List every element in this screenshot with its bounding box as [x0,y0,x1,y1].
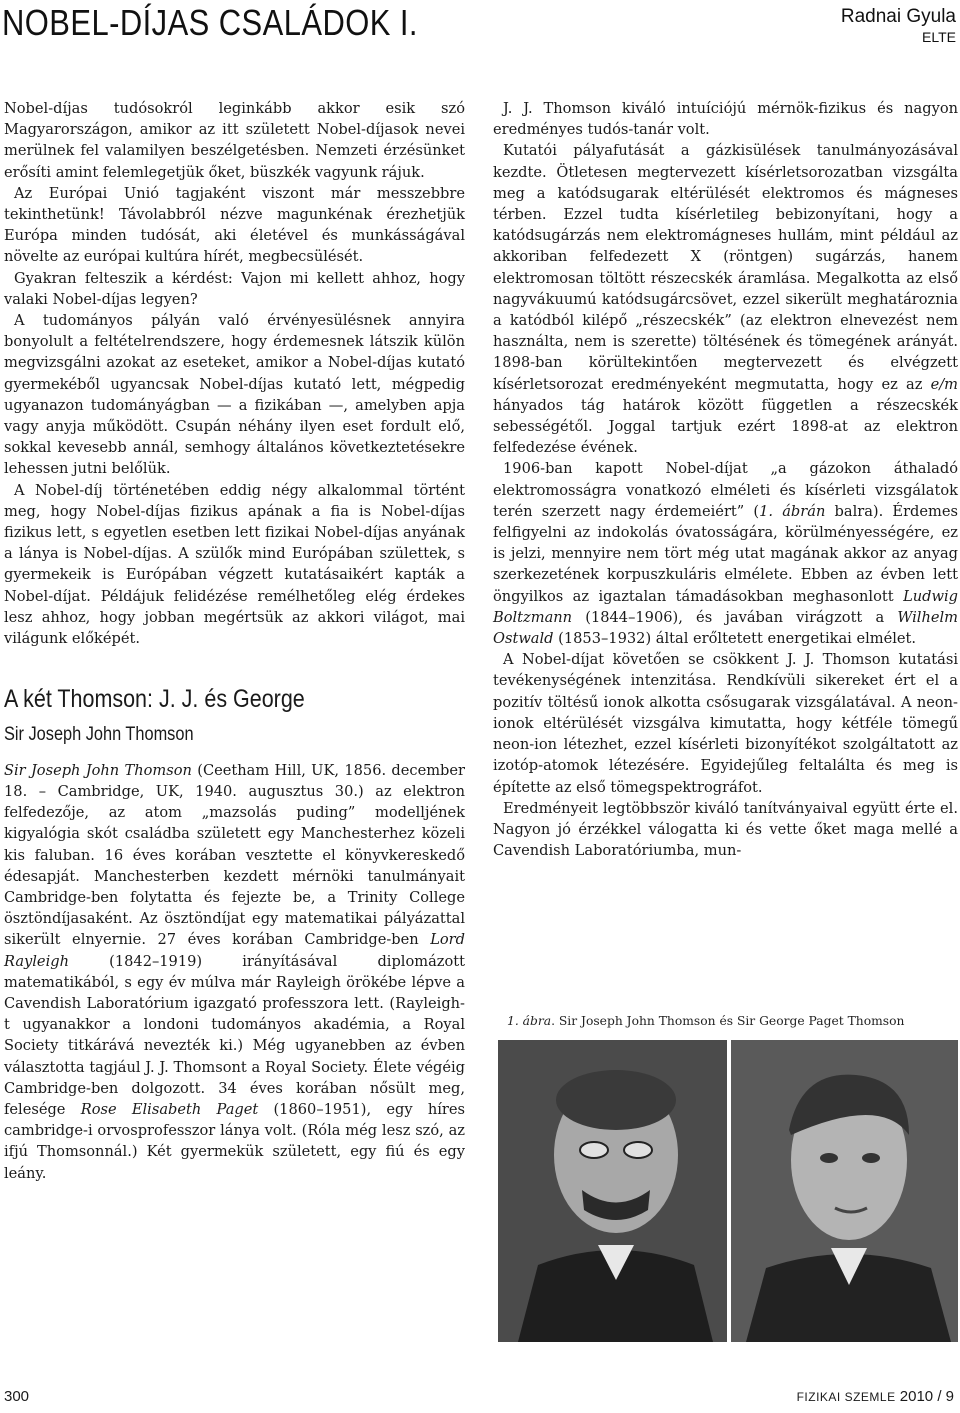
bio-text-2: (1842–1919) irányításával diplomázott matematikából, s egy év múlva már Rayleigh örökébe lépve a Cavendish Laboratórium igazgató professzora lett. (Rayleigh-t ugyanakkor a londoni tudományos akadémia, a Royal Society titkárává nevezték ki.) Még ugyanebben az évben választotta tagjául J. J. Thomsont a Royal Society. Élete végéig Cambridge-ben dolgozott. 34 éves korában nősült meg, felesége [4,952,465,1118]
right-p3-text-d: (1853–1932) által erőltetett energetikai elmélet. [553,630,917,648]
intro-paragraph-4: A tudományos pályán való érvényesülésnek annyira bonyolult a feltételrendszere, hogy érdemesnek látszik külön megvizsgálni azokat az eseteket, amikor a Nobel-díjas kutató gyermekéből ugyancsak Nobel-díjas kutató lett, mégpedig ugyanazon tudományágban — a fizikában —, amelyben apja vagy anyja működött. Csupán néhány ilyen eset fordult elő, sokkal kevesebb annál, semhogy általános következtetésekre lehessen jutni belőlük. [4,312,465,478]
intro-paragraph-5: A Nobel-díj történetében eddig négy alkalommal történt meg, hogy Nobel-díjas fizikus apának a fia is Nobel-díjas fizikus lett, s egyetlen esetben lett fizikai Nobel-díjas anyának a lánya is Nobel-díjas. A szülők mind Európában születtek, s gyermekeik is Európában végzett kutatásaikért kapták a Nobel-díjat. Példájuk felidézése remélhetőleg elég érdekes lesz ahhoz, hogy jobban megértsük az akkori világot, mai világunk előképét. [4,481,465,648]
portrait-george-thomson-drawing [731,1040,958,1342]
bio-text-3: (1860–1951), egy híres cambridge-i orvosprofesszor lánya volt. (Róla még lesz szó, az ifjú Thomsonnál.) Két gyermekük született, egy fiú és egy leány. [4,1100,465,1182]
e-over-m: e/m [930,375,958,393]
portrait-george-thomson [731,1040,958,1342]
intro-paragraph-3: Gyakran felteszik a kérdést: Vajon mi kellett ahhoz, hogy valaki Nobel-díjas legyen? [4,269,465,308]
right-p2-text-b: hányados tág határok között független a részecskék sebességétől. Joggal tartjuk ezért 1898-at az elektron felfedezése évének. [493,396,958,457]
portrait-jj-thomson [498,1040,727,1342]
right-column [493,98,958,861]
right-paragraph-3 [493,458,958,649]
page-title: NOBEL-DÍJAS CSALÁDOK I. [2,2,418,43]
right-p2-text-a: Kutatói pályafutását a gázkisülések tanulmányozásával kezdte. Ötletesen megtervezett kísérletsorozatban vizsgálta meg a katódsugarak eltérülését elektromos és mágneses térben. Ezzel tudta kísérletileg bebizonyítani, hogy a katódsugárzás nem elektromágneses hullám, mint például az akkoriban felfedezett X (röntgen) sugárzás, hanem elektromosan töltött részecskék áramlása. Megalkotta az első nagyvákuumú katódsugárcsövet, ezzel sikerült meghatároznia a katódból kilépő „részecskék” (az elektron elnevezést nem használta, nem is szerette) töltésének és tömegének arányát. 1898-ban körültekintően megtervezett és elvégzett kísérletsorozat eredményeként megmutatta, hogy ez az [493,142,958,393]
bio-paragraph [4,760,465,1184]
caption-label: 1. ábra [507,1014,552,1028]
intro-paragraph-2: Az Európai Unió tagjaként viszont már messzebbre tekinthetünk! Távolabbról nézve magunkénak érezhetjük Európa minden tudósát, aki életével és munkásságával növelte az európai kultúra hírét, megbecsülését. [4,184,465,266]
bio-wife: Rose Elisabeth Paget [80,1100,259,1118]
journal-footer [797,1388,954,1405]
right-p3-text-b: balra). Érdemes felfigyelni az indokolás óvatosságára, körülményességére, ez is jelzi, mennyire nem tört még utat magának akkor az anyag szerkezetének korpuszkuláris elmélete. Ebben az évben lett öngyilkos az igaztalan támadásokban meghasonlott [493,502,959,605]
right-paragraph-5: Eredményeit legtöbbször kiváló tanítványaival együtt érte el. Nagyon jó érzékkel válogatta ki és vette őket maga mellé a Cavendish Laboratóriumba, mun- [493,799,958,860]
subsection-title: Sir Joseph John Thomson [4,724,194,746]
author-name: Radnai Gyula [840,6,956,27]
caption-text: . Sir Joseph John Thomson és Sir George Paget Thomson [551,1014,905,1028]
right-p3-text-c: (1844–1906), és javában virágzott a [572,608,898,626]
figure-photos [498,1040,958,1342]
boltzmann-name: Ludwig Boltzmann [493,587,958,626]
journal-issue: 2010 / 9 [895,1388,954,1405]
right-paragraph-4: A Nobel-díjat követően se csökkent J. J. Thomson kutatási tevékenységének intenzitása. Rendkívüli sikereket ért el a pozitív töltésű ionok alkotta csősugarak vizsgálatával. A neon-ionok eltérülését vizsgálva kimutatta, hogy kétféle tömegű neon-ion létezhet, ezzel kísérleti bizonyítékot szolgáltatott az izotóp-atomok létezésére. Egyidejűleg feltalálta és meg is építette az első tömegspektrográfot. [493,651,958,796]
intro-paragraph-1: Nobel-díjas tudósokról leginkább akkor esik szó Magyarországon, amikor az itt született Nobel-díjasok nevei merülnek fel valamilyen beszélgetésben. Nemzeti érzésünket erősíti amint felemlegetjük őket, büszkék vagyunk rájuk. [4,100,465,181]
bio-text-1: (Ceetham Hill, UK, 1856. december 18. – Cambridge, UK, 1940. augusztus 30.) az elektron felfedezője, az atom „mazsolás puding” modelljének kigyalógia skót családba született egy Manchesterhez közeli kis faluban. 16 éves korában vesztette el könyvkereskedő édesapját. Manchesterben kezdett mérnöki tanulmányait Cambridge-ben folytatta és fejezte be, a Trinity College ösztöndíjasaként. Az ösztöndíjat egy matematikai pályázattal sikerült elnyernie. 27 éves korában Cambridge-ben [4,761,466,949]
portrait-jj-thomson-drawing [498,1040,727,1342]
bio-rayleigh: Lord Rayleigh [4,931,465,970]
page-number: 300 [4,1388,30,1405]
figure-reference: 1. ábrán [759,502,826,520]
left-column [4,98,465,1184]
right-p3-text-a: 1906-ban kapott Nobel-díjat „a gázokon áthaladó elektromosságra vonatkozó elméleti és kísérleti vizsgálatok terén szerzett nagy érdemeiért” ( [493,460,958,520]
right-paragraph-1: J. J. Thomson kiváló intuíciójú mérnök-fizikus és nagyon eredményes tudós-tanár volt. [493,100,958,139]
bio-name: Sir Joseph John Thomson [4,761,192,779]
right-paragraph-2 [493,140,958,458]
author-block [841,6,956,46]
journal-name: FIZIKAI SZEMLE [796,1390,896,1404]
section-title: A két Thomson: J. J. és George [4,685,305,714]
figure-caption [507,1014,904,1028]
author-affiliation: ELTE [922,29,956,45]
ostwald-name: Wilhelm Ostwald [493,608,958,648]
